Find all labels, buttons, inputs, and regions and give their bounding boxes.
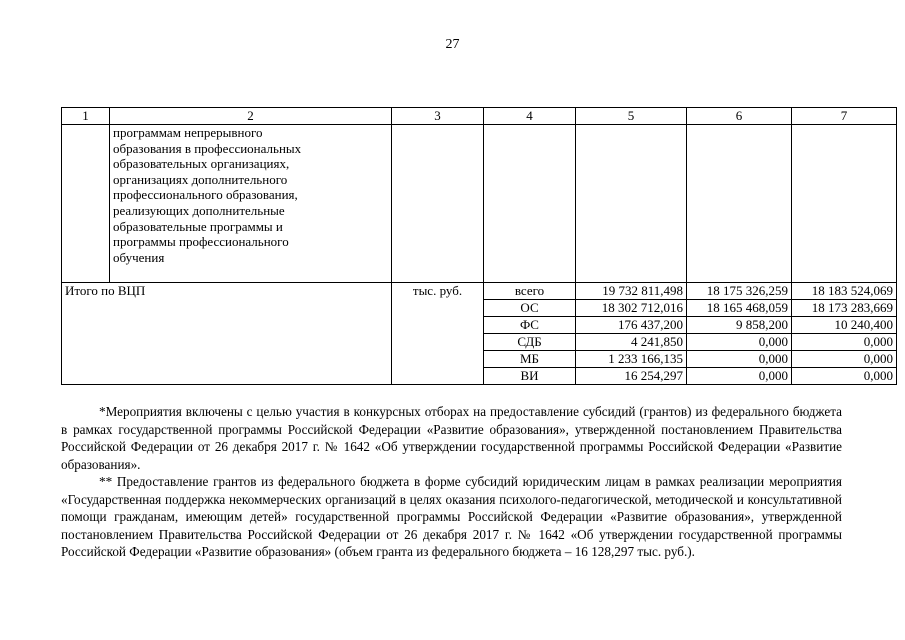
total-label: Итого по ВЦП [62, 283, 392, 385]
header-cell: 1 [62, 108, 110, 125]
description-line: образования в профессиональных [113, 140, 302, 156]
header-cell: 7 [792, 108, 897, 125]
value-cell: 176 437,200 [576, 317, 687, 334]
source-cell: ФС [484, 317, 576, 334]
empty-cell [392, 125, 484, 283]
value-cell: 0,000 [687, 334, 792, 351]
value-cell: 0,000 [792, 334, 897, 351]
value-cell: 9 858,200 [687, 317, 792, 334]
header-cell: 6 [687, 108, 792, 125]
description-line: образовательные программы и [113, 218, 283, 234]
source-cell: ОС [484, 300, 576, 317]
total-row [62, 283, 897, 300]
description-line: обучения [113, 249, 165, 265]
budget-table [61, 107, 897, 385]
empty-cell [62, 125, 110, 283]
header-cell: 4 [484, 108, 576, 125]
unit-cell: тыс. руб. [392, 283, 484, 385]
footnotes [61, 403, 842, 561]
empty-cell [792, 125, 897, 283]
value-cell: 18 175 326,259 [687, 283, 792, 300]
empty-cell [687, 125, 792, 283]
value-cell: 10 240,400 [792, 317, 897, 334]
footnote: ** Предоставление грантов из федерального бюджета в форме субсидий юридическим лицам в рамках реализации мероприятия «Государственная поддержка некоммерческих организаций в целях оказания психолого-педагогической, методической и консультативной помощи гражданам, имеющим детей» государственной программы Российской Федерации «Развитие образования», утвержденной постановлением Правительства Российской Федерации от 26 декабря 2017 г. № 1642 «Об утверждении государственной программы Российской Федерации «Развитие образования» (объем гранта из федерального бюджета – 16 128,297 тыс. руб.). [61, 474, 842, 559]
description-line: реализующих дополнительные [113, 202, 285, 218]
description-line: образовательных организациях, [113, 156, 290, 172]
value-cell: 18 173 283,669 [792, 300, 897, 317]
source-cell: ВИ [484, 368, 576, 385]
table-header-row [62, 108, 897, 125]
description-row [62, 125, 897, 283]
source-cell: всего [484, 283, 576, 300]
value-cell: 0,000 [687, 351, 792, 368]
value-cell: 0,000 [792, 351, 897, 368]
empty-cell [576, 125, 687, 283]
value-cell: 19 732 811,498 [576, 283, 687, 300]
value-cell: 18 165 468,059 [687, 300, 792, 317]
footnote: *Мероприятия включены с целью участия в конкурсных отборах на предоставление субсидий (грантов) из федерального бюджета в рамках государственной программы Российской Федерации «Развитие образования», утвержденной постановлением Правительства Российской Федерации от 26 декабря 2017 г. № 1642 «Об утверждении государственной программы Российской Федерации «Развитие образования». [61, 404, 842, 472]
description-line: программы профессионального [113, 234, 289, 250]
value-cell: 0,000 [687, 368, 792, 385]
header-cell: 5 [576, 108, 687, 125]
header-cell: 2 [110, 108, 392, 125]
source-cell: МБ [484, 351, 576, 368]
value-cell: 4 241,850 [576, 334, 687, 351]
value-cell: 1 233 166,135 [576, 351, 687, 368]
value-cell: 18 183 524,069 [792, 283, 897, 300]
header-cell: 3 [392, 108, 484, 125]
value-cell: 16 254,297 [576, 368, 687, 385]
description-line: организациях дополнительного [113, 171, 288, 187]
source-cell: СДБ [484, 334, 576, 351]
description-line: профессионального образования, [113, 187, 298, 203]
empty-cell [484, 125, 576, 283]
value-cell: 0,000 [792, 368, 897, 385]
page-number: 27 [445, 37, 460, 52]
description-line: программам непрерывного [113, 125, 263, 140]
value-cell: 18 302 712,016 [576, 300, 687, 317]
description-cell [110, 125, 392, 283]
